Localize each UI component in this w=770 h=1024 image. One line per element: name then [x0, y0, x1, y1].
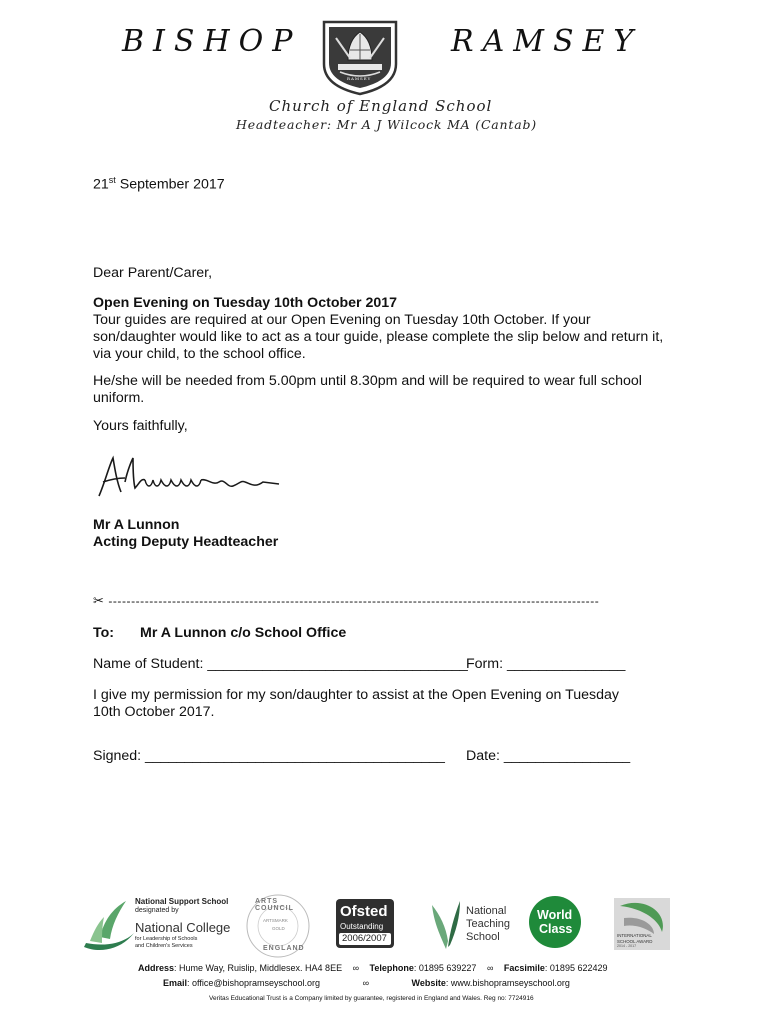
telephone-value[interactable]: : 01895 639227: [413, 963, 477, 973]
letter-date: [93, 172, 225, 194]
email-label: Email: [163, 978, 188, 988]
cut-dashes: ------------------------------------------------------------------------------------------------------------: [108, 594, 600, 608]
international-school-award-logo: [614, 898, 670, 950]
paragraph-1: [93, 312, 663, 363]
to-label: To:: [93, 625, 115, 641]
ofsted-sub: Outstanding: [340, 922, 384, 931]
ofsted-years: 2006/2007: [342, 933, 387, 944]
address-label: Address: [138, 963, 175, 973]
ofsted-title: Ofsted: [340, 903, 388, 920]
world-class-logo: [529, 896, 581, 948]
telephone-label: Telephone: [369, 963, 414, 973]
paragraph-1-line: son/daughter would like to act as a tour guide, please complete the slip below and return it,: [93, 329, 664, 345]
legal-notice: Veritas Educational Trust is a Company limited by guarantee, registered in England and Wales. Reg no: 7724916: [209, 995, 534, 1002]
school-subtitle: Church of England School: [269, 97, 493, 115]
salutation: Dear Parent/Carer,: [93, 265, 213, 281]
date-day: 21: [93, 176, 109, 193]
signer-name: Mr A Lunnon: [93, 517, 180, 533]
world-class-line-1: World: [537, 908, 573, 922]
footer-line-1: [138, 963, 607, 973]
closing: Yours faithfully,: [93, 418, 188, 434]
school-crest: [320, 18, 400, 96]
website-label: Website: [411, 978, 446, 988]
national-college-logo: [80, 895, 230, 955]
student-name-field[interactable]: Name of Student: _________________________________: [93, 656, 468, 672]
isa-line-1: INTERNATIONAL: [617, 933, 652, 938]
paragraph-2-line: He/she will be needed from 5.00pm until 8.30pm and will be required to wear full school: [93, 373, 642, 389]
headteacher-line: Headteacher: Mr A J Wilcock MA (Cantab): [236, 117, 537, 132]
permission-text: [93, 687, 619, 721]
date-suffix: st: [108, 175, 116, 185]
signed-field[interactable]: Signed: ______________________________________: [93, 748, 445, 764]
to-value: Mr A Lunnon c/o School Office: [140, 625, 347, 641]
date-rest: September 2017: [119, 176, 225, 193]
fax-label: Facsimile: [503, 963, 545, 973]
teaching-school-line-1: National: [466, 905, 507, 917]
crest-caption: RAMSEY: [347, 76, 372, 81]
form-field[interactable]: Form: _______________: [466, 656, 626, 672]
nc-top-line-1: National Support School: [135, 897, 229, 906]
school-name-right: RAMSEY: [451, 24, 643, 59]
footer-separator: ∞: [486, 963, 494, 973]
permission-line: 10th October 2017.: [93, 704, 215, 720]
world-class-line-2: Class: [539, 922, 573, 936]
permission-line: I give my permission for my son/daughter to assist at the Open Evening on Tuesday: [93, 687, 619, 703]
email-value[interactable]: : office@bishopramseyschool.org: [187, 978, 321, 988]
teaching-school-line-3: School: [466, 931, 500, 943]
national-college-swoosh-icon: [80, 897, 138, 955]
ofsted-logo: [336, 899, 394, 948]
paragraph-1-line: via your child, to the school office.: [93, 346, 306, 362]
address-value: : Hume Way, Ruislip, Middlesex. HA4 8EE: [174, 963, 343, 973]
teaching-school-line-2: Teaching: [466, 918, 511, 930]
cut-line: [93, 593, 599, 610]
nc-sub-1: for Leadership of Schools: [135, 936, 198, 942]
paragraph-1-line: Tour guides are required at our Open Evening on Tuesday 10th October. If your: [93, 312, 591, 328]
ofsted-years-band: [339, 933, 391, 945]
isa-line-3: 2014 - 2017: [617, 944, 637, 948]
footer-separator: ∞: [352, 963, 360, 973]
nc-top-line-2: designated by: [135, 907, 179, 914]
scissors-icon: ✂: [93, 594, 105, 609]
handwritten-signature: [95, 452, 285, 502]
letter-heading: Open Evening on Tuesday 10th October 2017: [93, 295, 398, 311]
arts-council-logo: [245, 893, 311, 959]
nc-sub-2: and Children's Services: [135, 943, 193, 949]
fax-value: : 01895 622429: [544, 963, 608, 973]
teaching-school-logo: [430, 897, 520, 953]
footer-line-2: [163, 978, 570, 988]
signer-title: Acting Deputy Headteacher: [93, 534, 279, 550]
arts-council-mid-2: GOLD: [272, 926, 285, 931]
footer-separator: ∞: [362, 978, 369, 988]
paragraph-2-line: uniform.: [93, 390, 145, 406]
arts-council-arc-bottom: ENGLAND: [263, 945, 305, 952]
teaching-school-leaf-icon: [430, 897, 462, 951]
arts-council-mid-1: ARTSMARK: [263, 918, 288, 923]
isa-line-2: SCHOOL AWARD: [617, 939, 653, 944]
date-field[interactable]: Date: ________________: [466, 748, 631, 764]
arts-council-arc-top: ARTS COUNCIL: [255, 898, 294, 912]
paragraph-2: [93, 373, 642, 407]
website-value[interactable]: : www.bishopramseyschool.org: [445, 978, 570, 988]
school-name-left: BISHOP: [122, 24, 302, 59]
nc-name: National College: [135, 920, 231, 935]
